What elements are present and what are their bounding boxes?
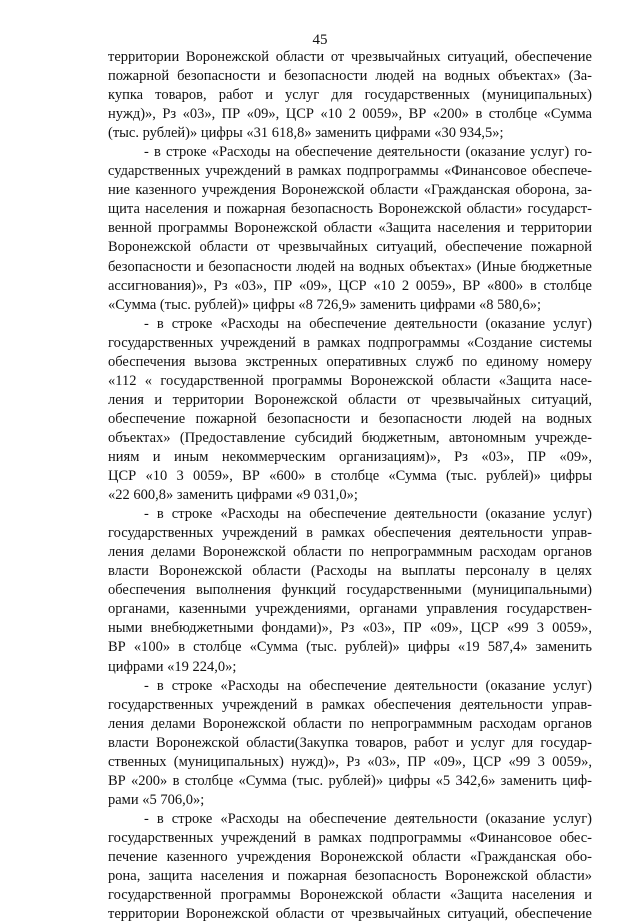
text-line: власти Воронежской области (Расходы на выплаты персоналу в целях [108, 563, 592, 580]
text-line: щита населения и пожарная безопасность Воронежской области» государст- [108, 201, 592, 218]
text-line: - в строке «Расходы на обеспечение деятельности (оказание услуг) [144, 506, 592, 523]
text-line: объектах» (Предоставление субсидий бюджетным, автономным учрежде- [108, 429, 592, 446]
text-line: государственных учреждений в рамках подпрограммы «Создание системы [108, 334, 592, 351]
text-line: (тыс. рублей)» цифры «31 618,8» заменить цифрами «30 934,5»; [108, 125, 504, 142]
text-line: рона, защита населения и пожарная безопасность Воронежской области» [108, 868, 592, 885]
text-line: ВР «200» в столбце «Сумма (тыс. рублей)» цифры «5 342,6» заменить циф- [108, 772, 592, 789]
text-line: «112 « государственной программы Воронежской области «Защита насе- [108, 372, 592, 389]
page-number: 45 [312, 32, 328, 48]
text-line: «22 600,8» заменить цифрами «9 031,0»; [108, 487, 358, 504]
text-line: Воронежской области от чрезвычайных ситуаций, обеспечение пожарной [108, 239, 592, 256]
text-line: ления делами Воронежской области по непрограммным расходам органов [108, 715, 592, 732]
text-line: ние казенного учреждения Воронежской области «Гражданская оборона, за- [108, 182, 592, 199]
text-line: цифрами «19 224,0»; [108, 658, 237, 675]
paragraph [108, 315, 592, 505]
text-line: государственной программы Воронежской области «Защита населения и [108, 887, 592, 904]
text-line: нужд)», Рз «03», ПР «09», ЦСР «10 2 0059», ВР «200» в столбце «Сумма [108, 106, 592, 123]
text-line: ления и территории Воронежской области от чрезвычайных ситуаций, [108, 391, 592, 408]
text-line: венной программы Воронежской области «Защита населения и территории [108, 220, 592, 237]
text-line: территории Воронежской области от чрезвычайных ситуаций, обеспечение [108, 906, 592, 923]
paragraph [108, 48, 592, 143]
text-line: - в строке «Расходы на обеспечение деятельности (оказание услуг) го- [144, 144, 592, 161]
paragraph [108, 810, 592, 924]
text-line: обеспечения выполнения функций государственными (муниципальными) [108, 582, 592, 599]
text-line: ления делами Воронежской области по непрограммным расходам органов [108, 544, 592, 561]
text-line: сударственных учреждений в рамках подпрограммы «Финансовое обеспече- [108, 163, 592, 180]
text-line: печение казенного учреждения Воронежской области «Гражданская обо- [108, 848, 592, 865]
text-line: ными внебюджетными фондами)», Рз «03», ПР «09», ЦСР «99 3 0059», [108, 620, 592, 637]
text-line: рами «5 706,0»; [108, 791, 205, 808]
document-body [108, 48, 592, 924]
text-line: обеспечения вызова экстренных оперативных служб по единому номеру [108, 353, 592, 370]
paragraph [108, 677, 592, 810]
text-line: власти Воронежской области(Закупка товаров, работ и услуг для государ- [108, 734, 592, 751]
text-line: ассигнования)», Рз «03», ПР «09», ЦСР «10 2 0059», ВР «800» в столбце [108, 277, 592, 294]
text-line: государственных учреждений в рамках обеспечения деятельности управ- [108, 696, 592, 713]
text-line: «Сумма (тыс. рублей)» цифры «8 726,9» заменить цифрами «8 580,6»; [108, 296, 542, 313]
text-line: - в строке «Расходы на обеспечение деятельности (оказание услуг) [144, 810, 592, 827]
text-line: обеспечение пожарной безопасности и безопасности людей на водных [108, 410, 592, 427]
text-line: безопасности и безопасности людей на водных объектах» (Иные бюджетные [108, 258, 592, 275]
paragraph [108, 143, 592, 314]
paragraph [108, 505, 592, 676]
text-line: государственных учреждений в рамках обеспечения деятельности управ- [108, 525, 592, 542]
text-line: ственных (муниципальных) нужд)», Рз «03», ПР «09», ЦСР «99 3 0059», [108, 753, 592, 770]
text-line: - в строке «Расходы на обеспечение деятельности (оказание услуг) [144, 677, 592, 694]
text-line: государственных учреждений в рамках подпрограммы «Финансовое обес- [108, 829, 592, 846]
text-line: - в строке «Расходы на обеспечение деятельности (оказание услуг) [144, 315, 592, 332]
text-line: ВР «100» в столбце «Сумма (тыс. рублей)» цифры «19 587,4» заменить [108, 639, 592, 656]
text-line: купка товаров, работ и услуг для государственных (муниципальных) [108, 87, 592, 104]
text-line: территории Воронежской области от чрезвычайных ситуаций, обеспечение [108, 49, 592, 65]
text-line: ниям и иным некоммерческим организациям)», Рз «03», ПР «09», [108, 448, 592, 465]
text-line: ЦСР «10 3 0059», ВР «600» в столбце «Сумма (тыс. рублей)» цифры [108, 468, 592, 485]
text-line: пожарной безопасности и безопасности людей на водных объектах» (За- [108, 68, 592, 85]
text-line: органами, казенными учреждениями, органами управления государствен- [108, 601, 592, 618]
